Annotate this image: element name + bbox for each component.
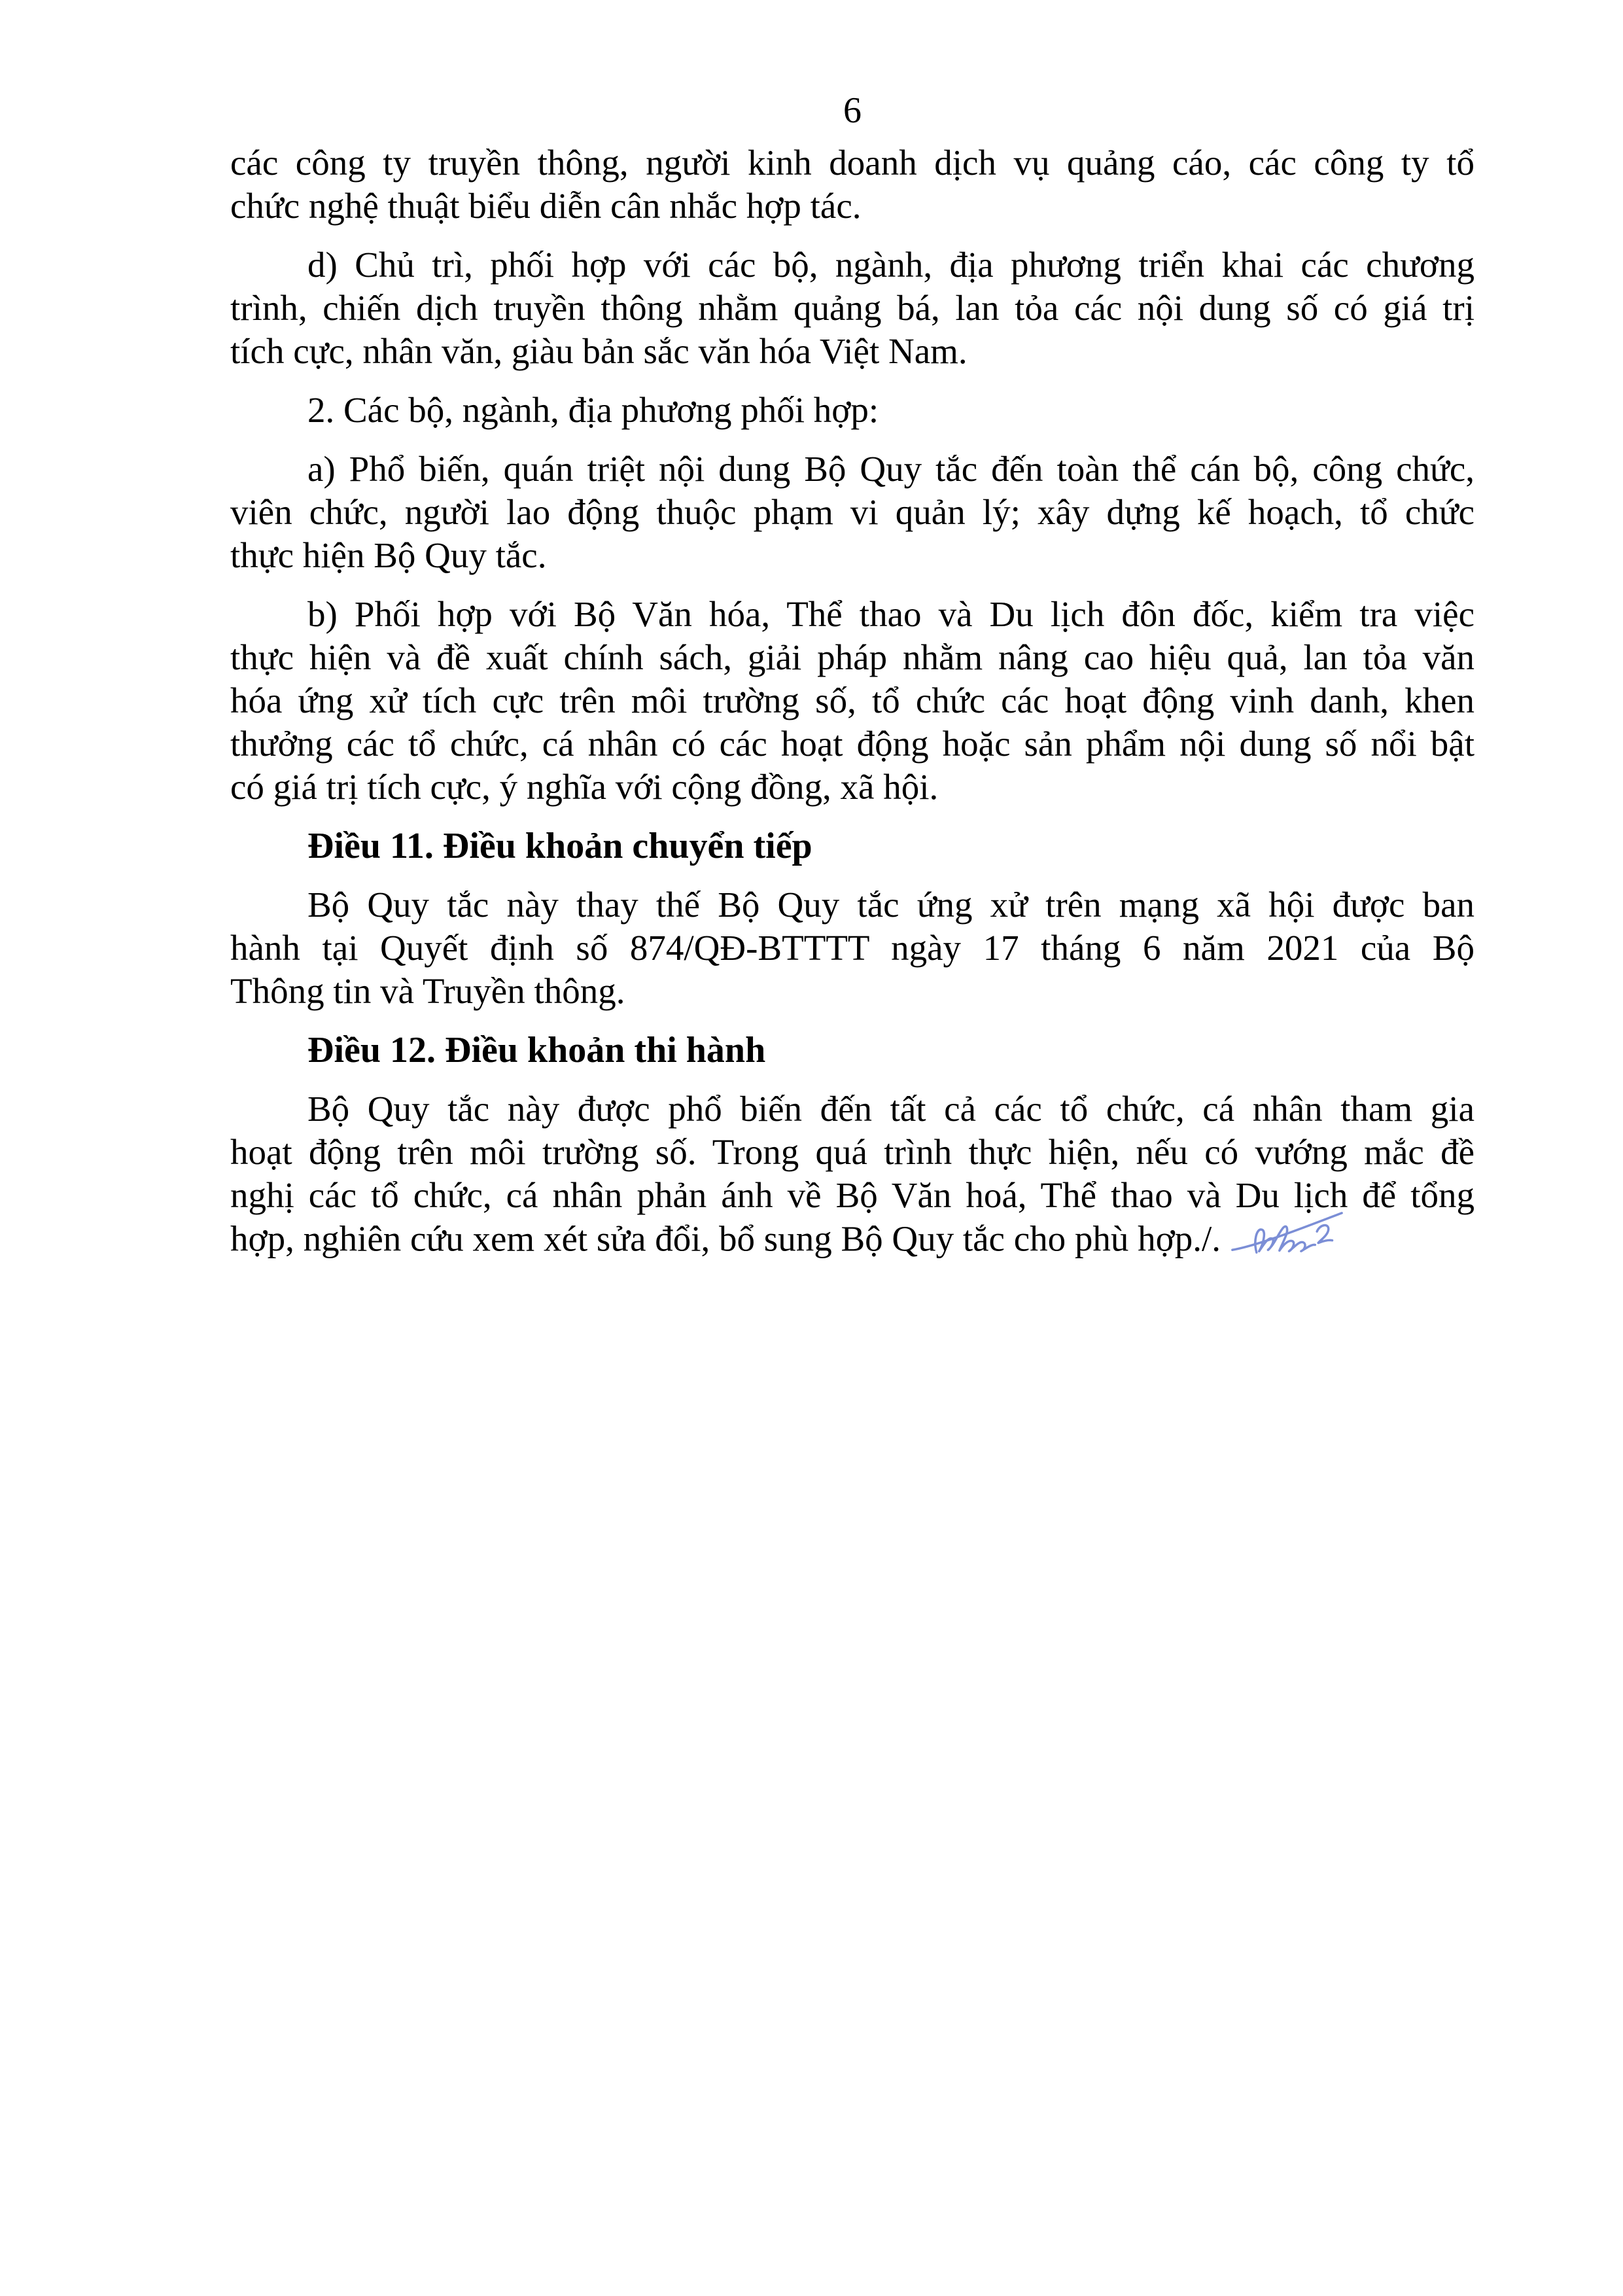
text-line: nghị các tổ chức, cá nhân phản ánh về Bộ Văn hoá, Thể thao và Du lịch để tổng	[230, 1175, 1475, 1215]
text-line: d) Chủ trì, phối hợp với các bộ, ngành, địa phương triển khai các chương	[307, 245, 1475, 285]
text-line: thực hiện Bộ Quy tắc.	[230, 535, 547, 575]
text-line: Điều 12. Điều khoản thi hành	[307, 1030, 766, 1070]
text-line: hoạt động trên môi trường số. Trong quá trình thực hiện, nếu có vướng mắc đề	[230, 1132, 1475, 1172]
text-line: có giá trị tích cực, ý nghĩa với cộng đồng, xã hội.	[230, 767, 939, 807]
text-line: b) Phối hợp với Bộ Văn hóa, Thể thao và Du lịch đôn đốc, kiểm tra việc	[307, 594, 1475, 634]
text-line: hợp, nghiên cứu xem xét sửa đổi, bổ sung Bộ Quy tắc cho phù hợp./.	[230, 1217, 1475, 1268]
text-content	[230, 90, 1475, 1268]
paragraph	[230, 243, 1475, 373]
text-line: các công ty truyền thông, người kinh doanh dịch vụ quảng cáo, các công ty tổ	[230, 143, 1475, 183]
text-blocks	[230, 141, 1475, 1268]
text-line: chức nghệ thuật biểu diễn cân nhắc hợp tác.	[230, 186, 862, 226]
text-line: thực hiện và đề xuất chính sách, giải pháp nhằm nâng cao hiệu quả, lan tỏa văn	[230, 637, 1475, 677]
text-line: tích cực, nhân văn, giàu bản sắc văn hóa Việt Nam.	[230, 331, 968, 371]
signature-scribble	[1230, 1208, 1344, 1259]
text-line: Bộ Quy tắc này được phổ biến đến tất cả các tổ chức, cá nhân tham gia	[307, 1089, 1475, 1129]
text-line: Thông tin và Truyền thông.	[230, 971, 625, 1011]
text-line: trình, chiến dịch truyền thông nhằm quảng bá, lan tỏa các nội dung số có giá trị	[230, 288, 1475, 328]
section-heading	[230, 824, 1475, 868]
paragraph	[230, 593, 1475, 809]
signature-ink	[1230, 1208, 1344, 1259]
text-line: hóa ứng xử tích cực trên môi trường số, tổ chức các hoạt động vinh danh, khen	[230, 680, 1475, 720]
page-number: 6	[843, 90, 862, 131]
text-line: thưởng các tổ chức, cá nhân có các hoạt động hoặc sản phẩm nội dung số nổi bật	[230, 724, 1475, 764]
paragraph	[230, 1087, 1475, 1268]
text-line: a) Phổ biến, quán triệt nội dung Bộ Quy tắc đến toàn thể cán bộ, công chức,	[307, 449, 1475, 489]
text-line: 2. Các bộ, ngành, địa phương phối hợp:	[307, 390, 879, 430]
text-line: hành tại Quyết định số 874/QĐ-BTTTT ngày 17 tháng 6 năm 2021 của Bộ	[230, 928, 1475, 968]
text-line: Điều 11. Điều khoản chuyển tiếp	[307, 826, 812, 866]
paragraph	[230, 448, 1475, 577]
paragraph	[230, 389, 1475, 432]
paragraph	[230, 141, 1475, 228]
paragraph	[230, 883, 1475, 1013]
section-heading	[230, 1029, 1475, 1072]
text-line: viên chức, người lao động thuộc phạm vi quản lý; xây dựng kế hoạch, tổ chức	[230, 492, 1475, 532]
text-line: Bộ Quy tắc này thay thế Bộ Quy tắc ứng xử trên mạng xã hội được ban	[307, 885, 1475, 925]
